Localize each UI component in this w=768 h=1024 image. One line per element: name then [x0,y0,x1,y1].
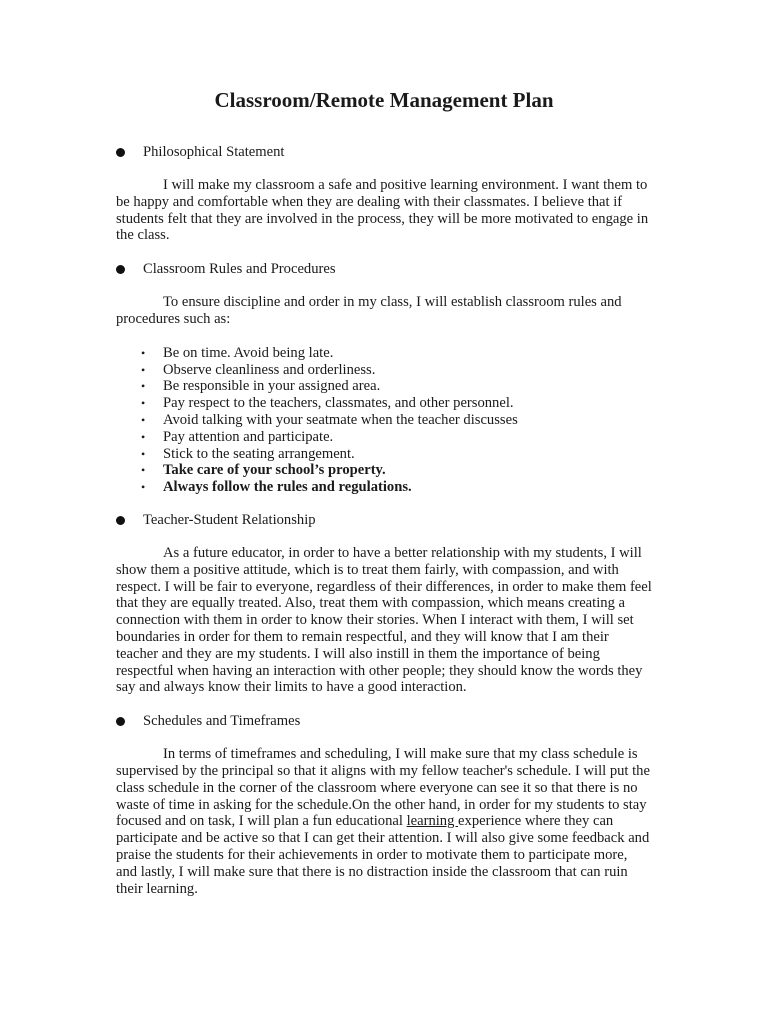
section-heading-text: Schedules and Timeframes [143,713,301,730]
list-bullet-icon: • [141,463,146,478]
list-bullet-icon: • [141,396,146,411]
rules-list-item: • Be on time. Avoid being late. [141,344,334,361]
section-heading-text: Philosophical Statement [143,144,285,160]
rules-intro-paragraph: To ensure discipline and order in my class, I will establish classroom rules and procedures such as: [116,294,622,327]
document-title: Classroom/Remote Management Plan [214,88,554,112]
bullet-dot-icon [116,148,125,157]
rules-list-item: • Observe cleanliness and orderliness. [141,361,376,378]
rules-list [116,345,652,496]
list-bullet-icon: • [141,412,146,427]
list-bullet-icon: • [141,345,146,360]
schedules-text-part: In terms of timeframes and scheduling, I will make sure that my class schedule is supervised by the principal so that it aligns with my fellow teacher's schedule. I will put the class schedule in the corner of the classroom where everyone can see it so that there is no waste of time in asking for the schedule.On the other hand, in order for my students to stay focused and on task, I will plan a fun educational [116,746,650,830]
rules-list-item: • Pay attention and participate. [141,428,334,445]
relationship-paragraph: As a future educator, in order to have a better relationship with my students, I will show them a positive attitude, which is to treat them fairly, with compassion, and with respect. I will be fair to everyone, regardless of their differences, in order to make them feel that they are equally treated. Also, treat them with compassion, which means creating a connection with them in order to know their stories. When I interact with them, I will set boundaries in order for them to remain respectful, and they will know that I am their teacher and they are my students. I will also instill in them the importance of being respectful when having an interaction with other people; they should know the words they say and always know their limits to have a good interaction. [116,544,652,696]
section-heading-schedules [116,713,652,730]
section-heading-rules [116,261,652,278]
section-heading-text: Teacher-Student Relationship [143,511,316,528]
rules-list-item: • Pay respect to the teachers, classmates, and other personnel. [141,395,514,412]
philosophy-paragraph: I will make my classroom a safe and positive learning environment. I want them to be happy and comfortable when they are dealing with their classmates. I believe that if students felt that they are involved in the process, they will be more motivated to engage in the class. [116,177,649,244]
section-heading-philosophy [116,144,652,161]
schedules-text-part: experience where they can participate and be active so that I can get their attention. I will also give some feedback and praise the students for their achievements in order to motivate them to participate more, and lastly, I will make sure that there is no distraction inside the classroom that can ruin their learning. [116,813,650,897]
bullet-dot-icon [116,516,125,525]
list-bullet-icon: • [141,480,146,495]
rules-list-item: • Avoid talking with your seatmate when the teacher discusses [141,411,518,428]
section-heading-text: Classroom Rules and Procedures [143,261,336,278]
list-bullet-icon: • [141,362,146,377]
rules-list-item: • Stick to the seating arrangement. [141,445,355,462]
list-bullet-icon: • [141,429,146,444]
underlined-word: learning [406,813,459,830]
document-page [116,86,652,897]
bullet-dot-icon [116,717,125,726]
rules-list-item: • Always follow the rules and regulations. [141,479,412,496]
list-bullet-icon: • [141,379,146,394]
list-bullet-icon: • [141,446,146,461]
rules-list-item: • Be responsible in your assigned area. [141,378,381,395]
rules-list-item: • Take care of your school’s property. [141,462,386,479]
section-heading-relationship [116,512,652,529]
schedules-paragraph [116,746,652,897]
bullet-dot-icon [116,265,125,274]
